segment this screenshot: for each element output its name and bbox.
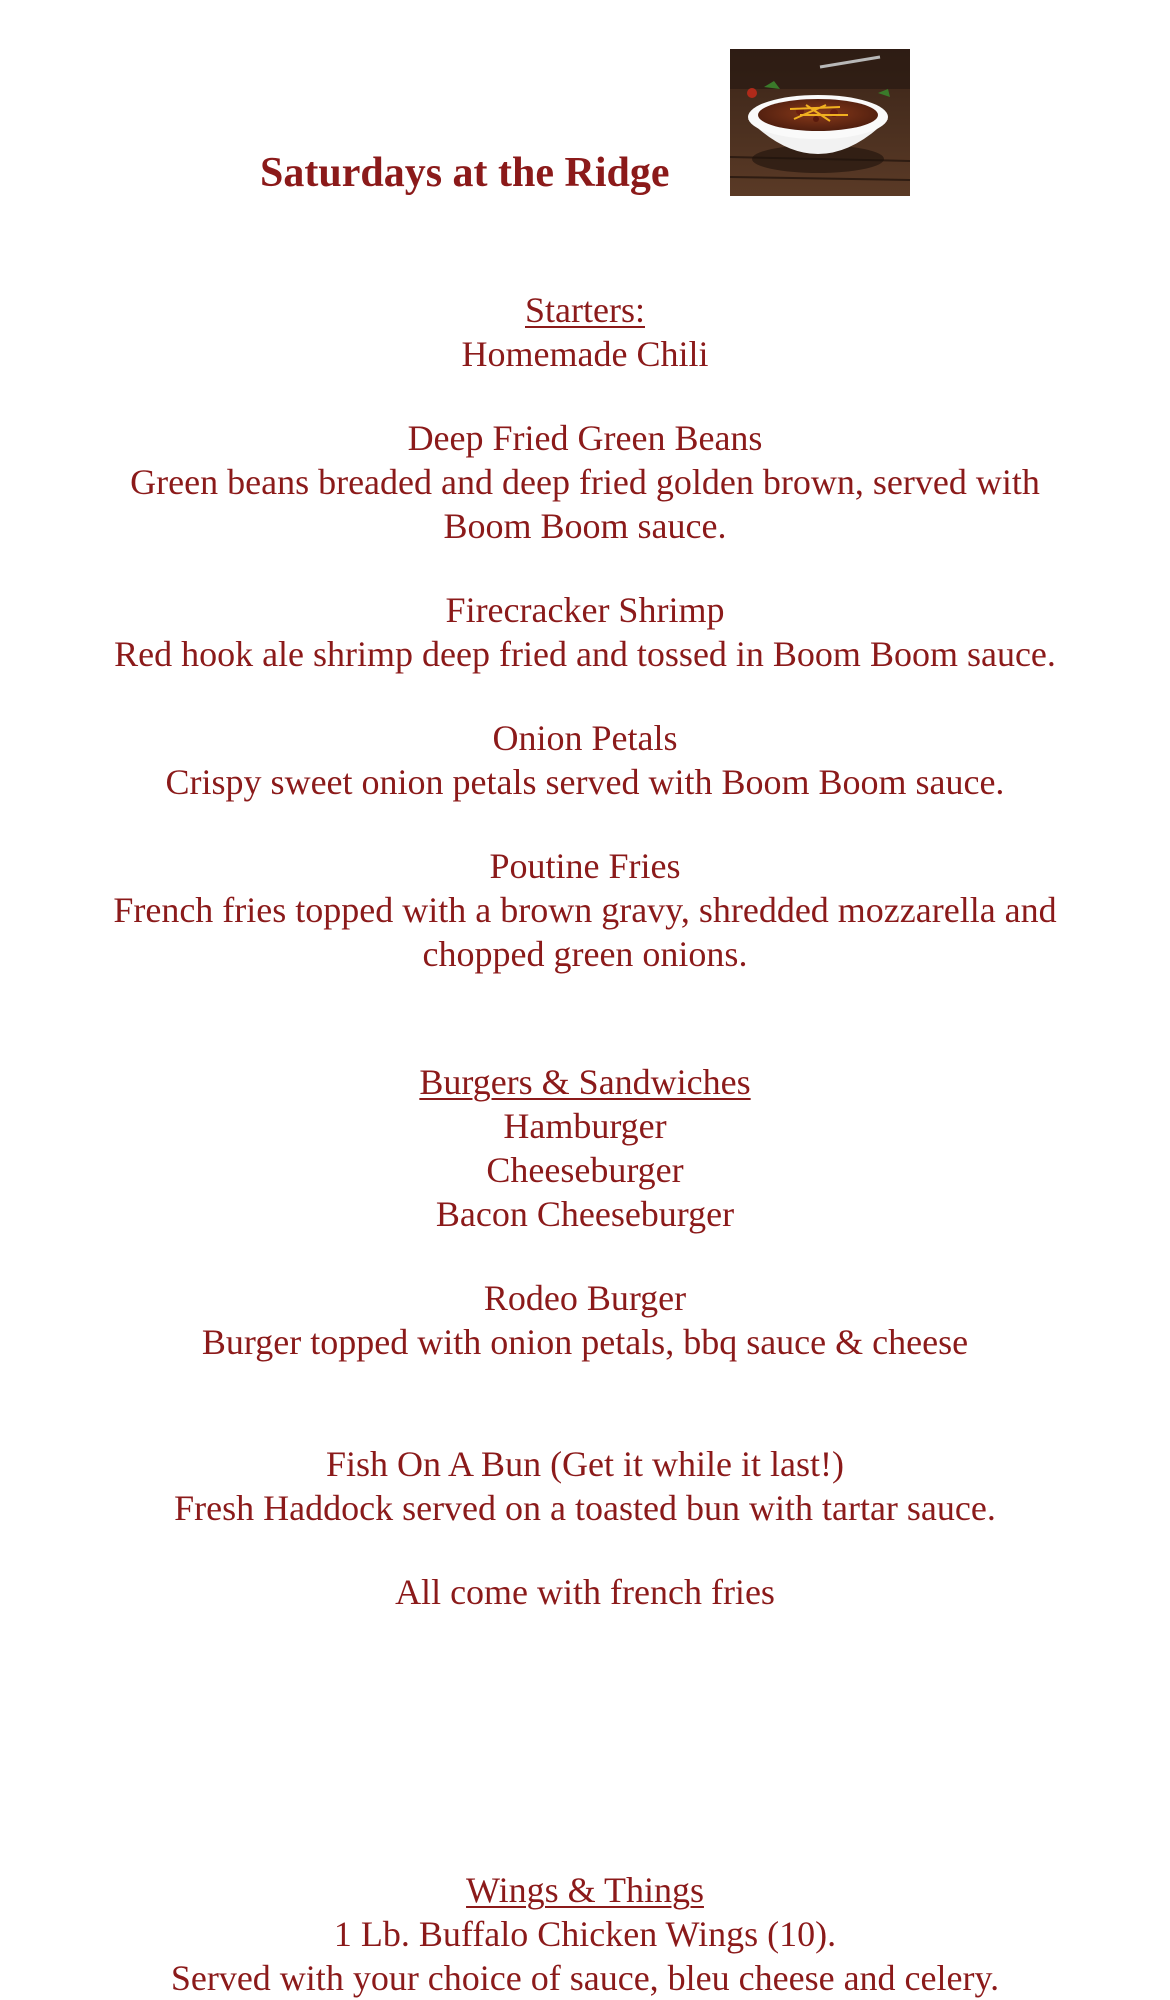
menu-item-name: Onion Petals xyxy=(492,718,678,758)
menu-item-description: Burger topped with onion petals, bbq sauce & cheese xyxy=(201,1322,969,1362)
menu-item-name: Rodeo Burger xyxy=(483,1278,687,1318)
menu-item-name: Deep Fried Green Beans xyxy=(407,418,763,458)
wings-heading: Wings & Things xyxy=(466,1870,704,1910)
menu-item-name: Hamburger xyxy=(503,1106,667,1146)
menu-item-description: Green beans breaded and deep fried golden brown, served with Boom Boom sauce. xyxy=(130,462,1040,546)
page-title: Saturdays at the Ridge xyxy=(260,150,670,196)
starters-heading: Starters: xyxy=(525,290,645,330)
menu-item-description: French fries topped with a brown gravy, shredded mozzarella and chopped green onions. xyxy=(113,890,1057,974)
menu-item-description: Fresh Haddock served on a toasted bun with tartar sauce. xyxy=(174,1488,996,1528)
burgers-heading: Burgers & Sandwiches xyxy=(419,1062,751,1102)
menu-note: All come with french fries xyxy=(395,1572,775,1612)
menu-item-description: Crispy sweet onion petals served with Boom Boom sauce. xyxy=(165,762,1005,802)
menu-item-name: Cheeseburger xyxy=(486,1150,684,1190)
menu-item-description: Red hook ale shrimp deep fried and tossed in Boom Boom sauce. xyxy=(114,634,1056,674)
menu-item-name: Fish On A Bun (Get it while it last!) xyxy=(326,1444,844,1484)
menu-item-name: Poutine Fries xyxy=(489,846,681,886)
menu-item-description: Served with your choice of sauce, bleu cheese and celery. xyxy=(170,1958,1000,1998)
chili-bowl-image xyxy=(730,49,910,196)
menu-item-name: Firecracker Shrimp xyxy=(445,590,725,630)
menu-item-name: Homemade Chili xyxy=(461,334,709,374)
menu-content xyxy=(0,288,1170,2000)
menu-item-name: 1 Lb. Buffalo Chicken Wings (10). xyxy=(333,1914,837,1954)
menu-item-name: Bacon Cheeseburger xyxy=(435,1194,735,1234)
